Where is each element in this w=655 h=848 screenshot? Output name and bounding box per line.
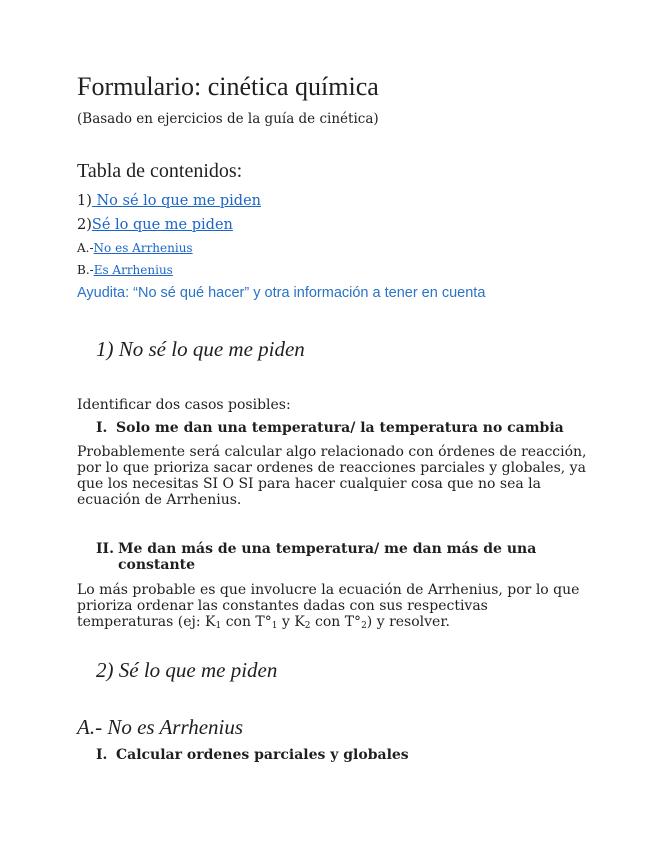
case-2-sub-1: 1 <box>215 621 222 631</box>
toc-item-1-prefix: 1) <box>77 193 92 209</box>
document-subtitle: (Basado en ejercicios de la guía de cinética) <box>77 111 379 127</box>
section-2-heading: 2) Sé lo que me piden <box>96 658 278 682</box>
toc-link-ayudita[interactable]: Ayudita: “No sé qué hacer” y otra información a tener en cuenta <box>77 285 486 301</box>
case-2-body-c: y K <box>277 614 305 630</box>
case-2-title: Me dan más de una temperatura/ me dan más de una constante <box>118 541 537 573</box>
section-1-intro: Identificar dos casos posibles: <box>77 397 291 413</box>
toc-item-3 <box>77 241 193 255</box>
case-2-body-b: con T° <box>221 614 272 630</box>
toc-link-se[interactable]: Sé lo que me piden <box>91 217 233 233</box>
case-1-heading <box>96 420 564 436</box>
document-title: Formulario: cinética química <box>77 72 379 101</box>
subsection-a-item-1-number: I. <box>96 747 108 763</box>
toc-link-arrhenius[interactable]: Es Arrhenius <box>93 263 173 277</box>
case-2-heading <box>96 541 546 573</box>
toc-item-3-prefix: A.- <box>77 241 94 255</box>
case-2-body-a: Lo más probable es que involucre la ecuación de Arrhenius, por lo que prioriza ordenar las constantes dadas con sus respectivas temperaturas (ej: K <box>77 582 580 630</box>
toc-item-2-prefix: 2) <box>77 217 92 233</box>
subsection-a-item-1 <box>96 747 409 763</box>
subsection-a-heading: A.- No es Arrhenius <box>77 715 244 739</box>
section-1-heading: 1) No sé lo que me piden <box>96 337 305 361</box>
toc-link-no-arrhenius[interactable]: No es Arrhenius <box>93 241 193 255</box>
case-2-sub-3: 2 <box>304 621 311 631</box>
case-1-number: I. <box>96 420 108 436</box>
subsection-a-item-1-title: Calcular ordenes parciales y globales <box>116 747 409 763</box>
toc-heading: Tabla de contenidos: <box>77 160 243 182</box>
toc-item-2 <box>77 217 233 233</box>
toc-item-4-prefix: B.- <box>77 263 94 277</box>
toc-link-no-se[interactable]: No sé lo que me piden <box>91 193 262 209</box>
case-1-body: Probablemente será calcular algo relacionado con órdenes de reacción, por lo que prioriza sacar ordenes de reacciones parciales y globales, ya que los necesitas SI O SI para hacer cualquier cosa que no sea la ecuación de Arrhenius. <box>77 444 587 508</box>
case-2-sub-2: 1 <box>271 621 278 631</box>
case-2-sub-4: 2 <box>361 621 367 631</box>
case-2-body-d: con T° <box>310 614 362 630</box>
toc-item-4 <box>77 263 173 277</box>
case-1-title: Solo me dan una temperatura/ la temperatura no cambia <box>116 420 564 436</box>
case-2-body <box>77 582 587 630</box>
case-2-number: II. <box>96 541 114 557</box>
case-2-body-e: ) y resolver. <box>366 614 450 630</box>
toc-item-1 <box>77 193 261 209</box>
